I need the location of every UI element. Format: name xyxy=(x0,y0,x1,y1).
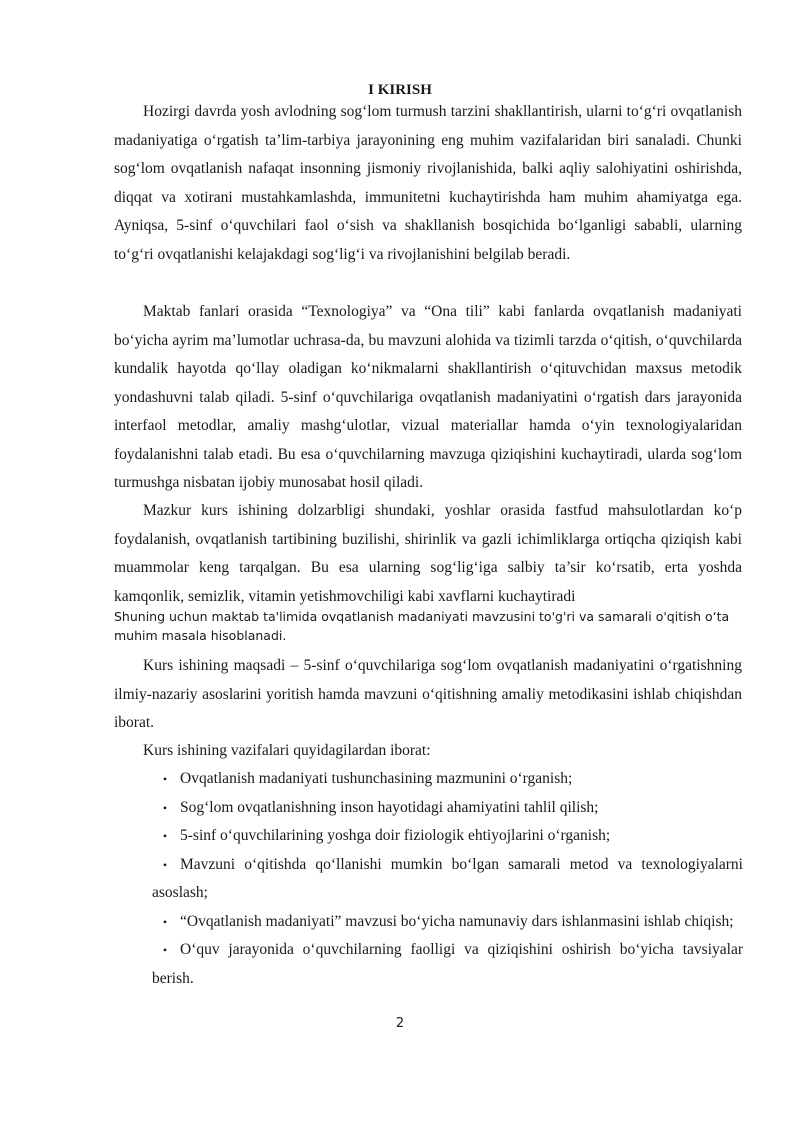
list-item xyxy=(142,851,743,908)
bullet-icon: • xyxy=(162,800,168,815)
bullet-icon: • xyxy=(162,914,168,929)
task-text: 5-sinf o‘quvchilarining yoshga doir fiziologik ehtiyojlarini o‘rganish; xyxy=(180,827,611,844)
list-item xyxy=(142,794,743,823)
bullet-icon: • xyxy=(162,857,168,872)
tasks-list xyxy=(142,765,743,993)
paragraph-relevance: Mazkur kurs ishining dolzarbligi shundaki, yoshlar orasida fastfud mahsulotlardan ko‘p foydalanish, ovqatlanish tartibining buzilishi, shirinlik va gazli ichimliklarga ortiqcha qiziqish kabi muammolar keng tarqalgan. Bu esa ularning sog‘lig‘iga salbiy ta’sir ko‘rsatib, erta yoshda kamqonlik, semizlik, vitamin yetishmovchiligi kabi xavflarni kuchaytiradi xyxy=(114,502,742,605)
tasks-intro: Kurs ishining vazifalari quyidagilardan iborat: xyxy=(143,742,431,759)
bullet-icon: • xyxy=(162,829,168,843)
list-item xyxy=(142,908,743,937)
paragraph-subjects: Maktab fanlari orasida “Texnologiya” va “Ona tili” kabi fanlarda ovqatlanish madaniyati bo‘yicha ayrim ma’lumotlar uchrasa-da, bu mavzuni alohida va tizimli tarzda o‘qitish, o‘quvchilarda kundalik hayotda qo‘llay oladigan ko‘nikmalarni shakllantirish o‘qituvchidan maxsus metodik yondashuvni talab qiladi. 5-sinf o‘quvchilariga ovqatlanish madaniyatini o‘rgatish dars jarayonida interfaol metodlar, amaliy mashg‘ulotlar, vizual materiallar hamda o‘yin texnologiyalaridan foydalanishni talab etadi. Bu esa o‘quvchilarning mavzuga qiziqishini kuchaytiradi, ularda sog‘lom turmushga nisbatan ijobiy munosabat hosil qiladi. xyxy=(114,303,742,491)
paragraph-goal: Kurs ishining maqsadi – 5-sinf o‘quvchilariga sog‘lom ovqatlanish madaniyatini o‘rgatishning ilmiy-nazariy asoslarini yoritish hamda mavzuni o‘qitishning amaliy metodikasini ishlab chiqishdan iborat. xyxy=(114,657,742,731)
section-heading: I KIRISH xyxy=(368,82,432,98)
task-text: Mavzuni o‘qitishda qo‘llanishi mumkin bo‘lgan samarali metod va texnologiyalarni asoslash; xyxy=(152,855,743,901)
list-item xyxy=(142,765,743,794)
bullet-icon: • xyxy=(162,772,168,786)
list-item xyxy=(142,822,743,851)
list-item xyxy=(142,936,743,993)
task-text: “Ovqatlanish madaniyati” mavzusi bo‘yicha namunaviy dars ishlanmasini ishlab chiqish; xyxy=(180,912,734,930)
task-text: O‘quv jarayonida o‘quvchilarning faolligi va qiziqishini oshirish bo‘yicha tavsiyalar berish. xyxy=(152,941,743,987)
paragraph-intro: Hozirgi davrda yosh avlodning sog‘lom turmush tarzini shakllantirish, ularni to‘g‘ri ovqatlanish madaniyatiga o‘rgatish ta’lim-tarbiya jarayonining eng muhim vazifalaridan biri sanaladi. Chunki sog‘lom ovqatlanish nafaqat insonning jismoniy rivojlanishida, balki aqliy salohiyatini oshirishda, diqqat va xotirani mustahkamlashda, immunitetni kuchaytirishda ham muhim ahamiyatga ega. Ayniqsa, 5-sinf o‘quvchilari faol o‘sish va shakllanish bosqichida bo‘lganligi sababli, ularning to‘g‘ri ovqatlanishi kelajakdagi sog‘lig‘i va rivojlanishini belgilab beradi. xyxy=(114,103,742,263)
bullet-icon: • xyxy=(162,943,168,957)
task-text: Sog‘lom ovqatlanishning inson hayotidagi ahamiyatini tahlil qilish; xyxy=(180,798,599,816)
task-text: Ovqatlanish madaniyati tushunchasining mazmunini o‘rganish; xyxy=(180,770,573,787)
paragraph-conclusion-note: Shuning uchun maktab ta'limida ovqatlanish madaniyati mavzusini to'g'ri va samarali o'qitish o‘ta muhim masala hisoblanadi. xyxy=(114,609,730,643)
page-number: 2 xyxy=(395,1016,405,1031)
